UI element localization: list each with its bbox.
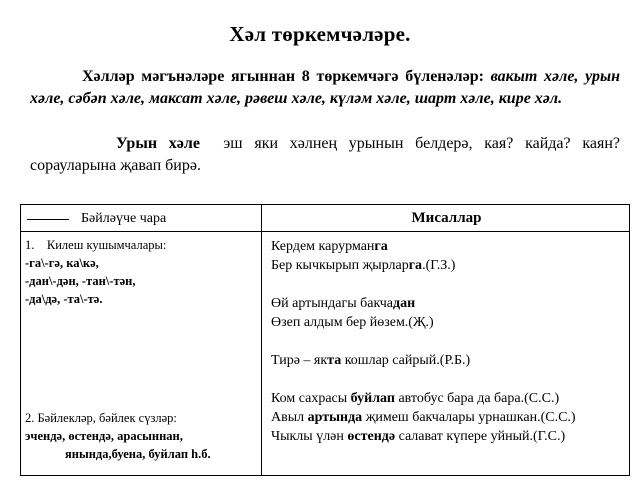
definition-paragraph [30, 133, 620, 177]
examples-cell [271, 237, 627, 446]
column-header-examples: Мисаллар [411, 210, 482, 226]
connectors-suffix-line: -дан\-дән, -тан\-тән, [25, 274, 136, 288]
example-line: Өй артындагы бакчадан [271, 296, 416, 311]
intro-paragraph [30, 66, 620, 110]
intro-types: вакыт хәле, урын хәле, сәбәп хәле, максат хәле, рәвеш хәле, күләм хәле, шарт хәле, кире хәл. [30, 68, 620, 107]
connectors-cell [25, 236, 257, 463]
connectors-item1-title: 1. Килеш кушымчалары: [25, 238, 167, 252]
example-line: Тирә – якта кошлар сайрый.(Р.Б.) [271, 353, 471, 368]
column-header-connectors [21, 210, 261, 230]
header-dash [27, 219, 69, 220]
example-line: Бер кычкырып җырларга.(Г.З.) [271, 258, 456, 273]
examples-table [20, 204, 630, 476]
definition-text: эш яки хәлнең урынын белдерә, кая? кайда? каян? сорауларына җавап бирә. [30, 135, 621, 174]
page-title: Хәл төркемчәләре. [229, 22, 411, 46]
example-line: Авыл артында җимеш бакчалары урнашкан.(С.С.) [271, 410, 576, 425]
connectors-suffix-line: -га\-гә, ка\кә, [25, 256, 99, 270]
intro-lead: Хәлләр мәгънәләре ягыннан 8 төркемчәгә бүленәләр: [82, 68, 484, 85]
connectors-postposition-line: эчендә, өстендә, арасыннан, [25, 429, 183, 443]
example-line: Өзеп алдым бер йөзем.(Җ.) [271, 315, 434, 330]
connectors-suffix-line: -да\дә, -та\-тә. [25, 292, 103, 306]
table-column-divider [261, 205, 262, 475]
table-header-divider [21, 231, 629, 232]
example-line: Ком сахрасы буйлап автобус бара да бара.(С.С.) [271, 391, 560, 406]
example-line: Чыклы үлән өстендә салават күпере уйный.(Г.С.) [271, 429, 566, 444]
example-line: Кердем карурманга [271, 239, 388, 254]
definition-term: Урын хәле [116, 135, 200, 152]
connectors-postposition-line: янында,буена, буйлап һ.б. [65, 447, 211, 461]
column-header-connectors-label: Бәйләүче чара [81, 211, 167, 226]
connectors-item2-title: 2. Бәйлекләр, бәйлек сүзләр: [25, 411, 177, 425]
